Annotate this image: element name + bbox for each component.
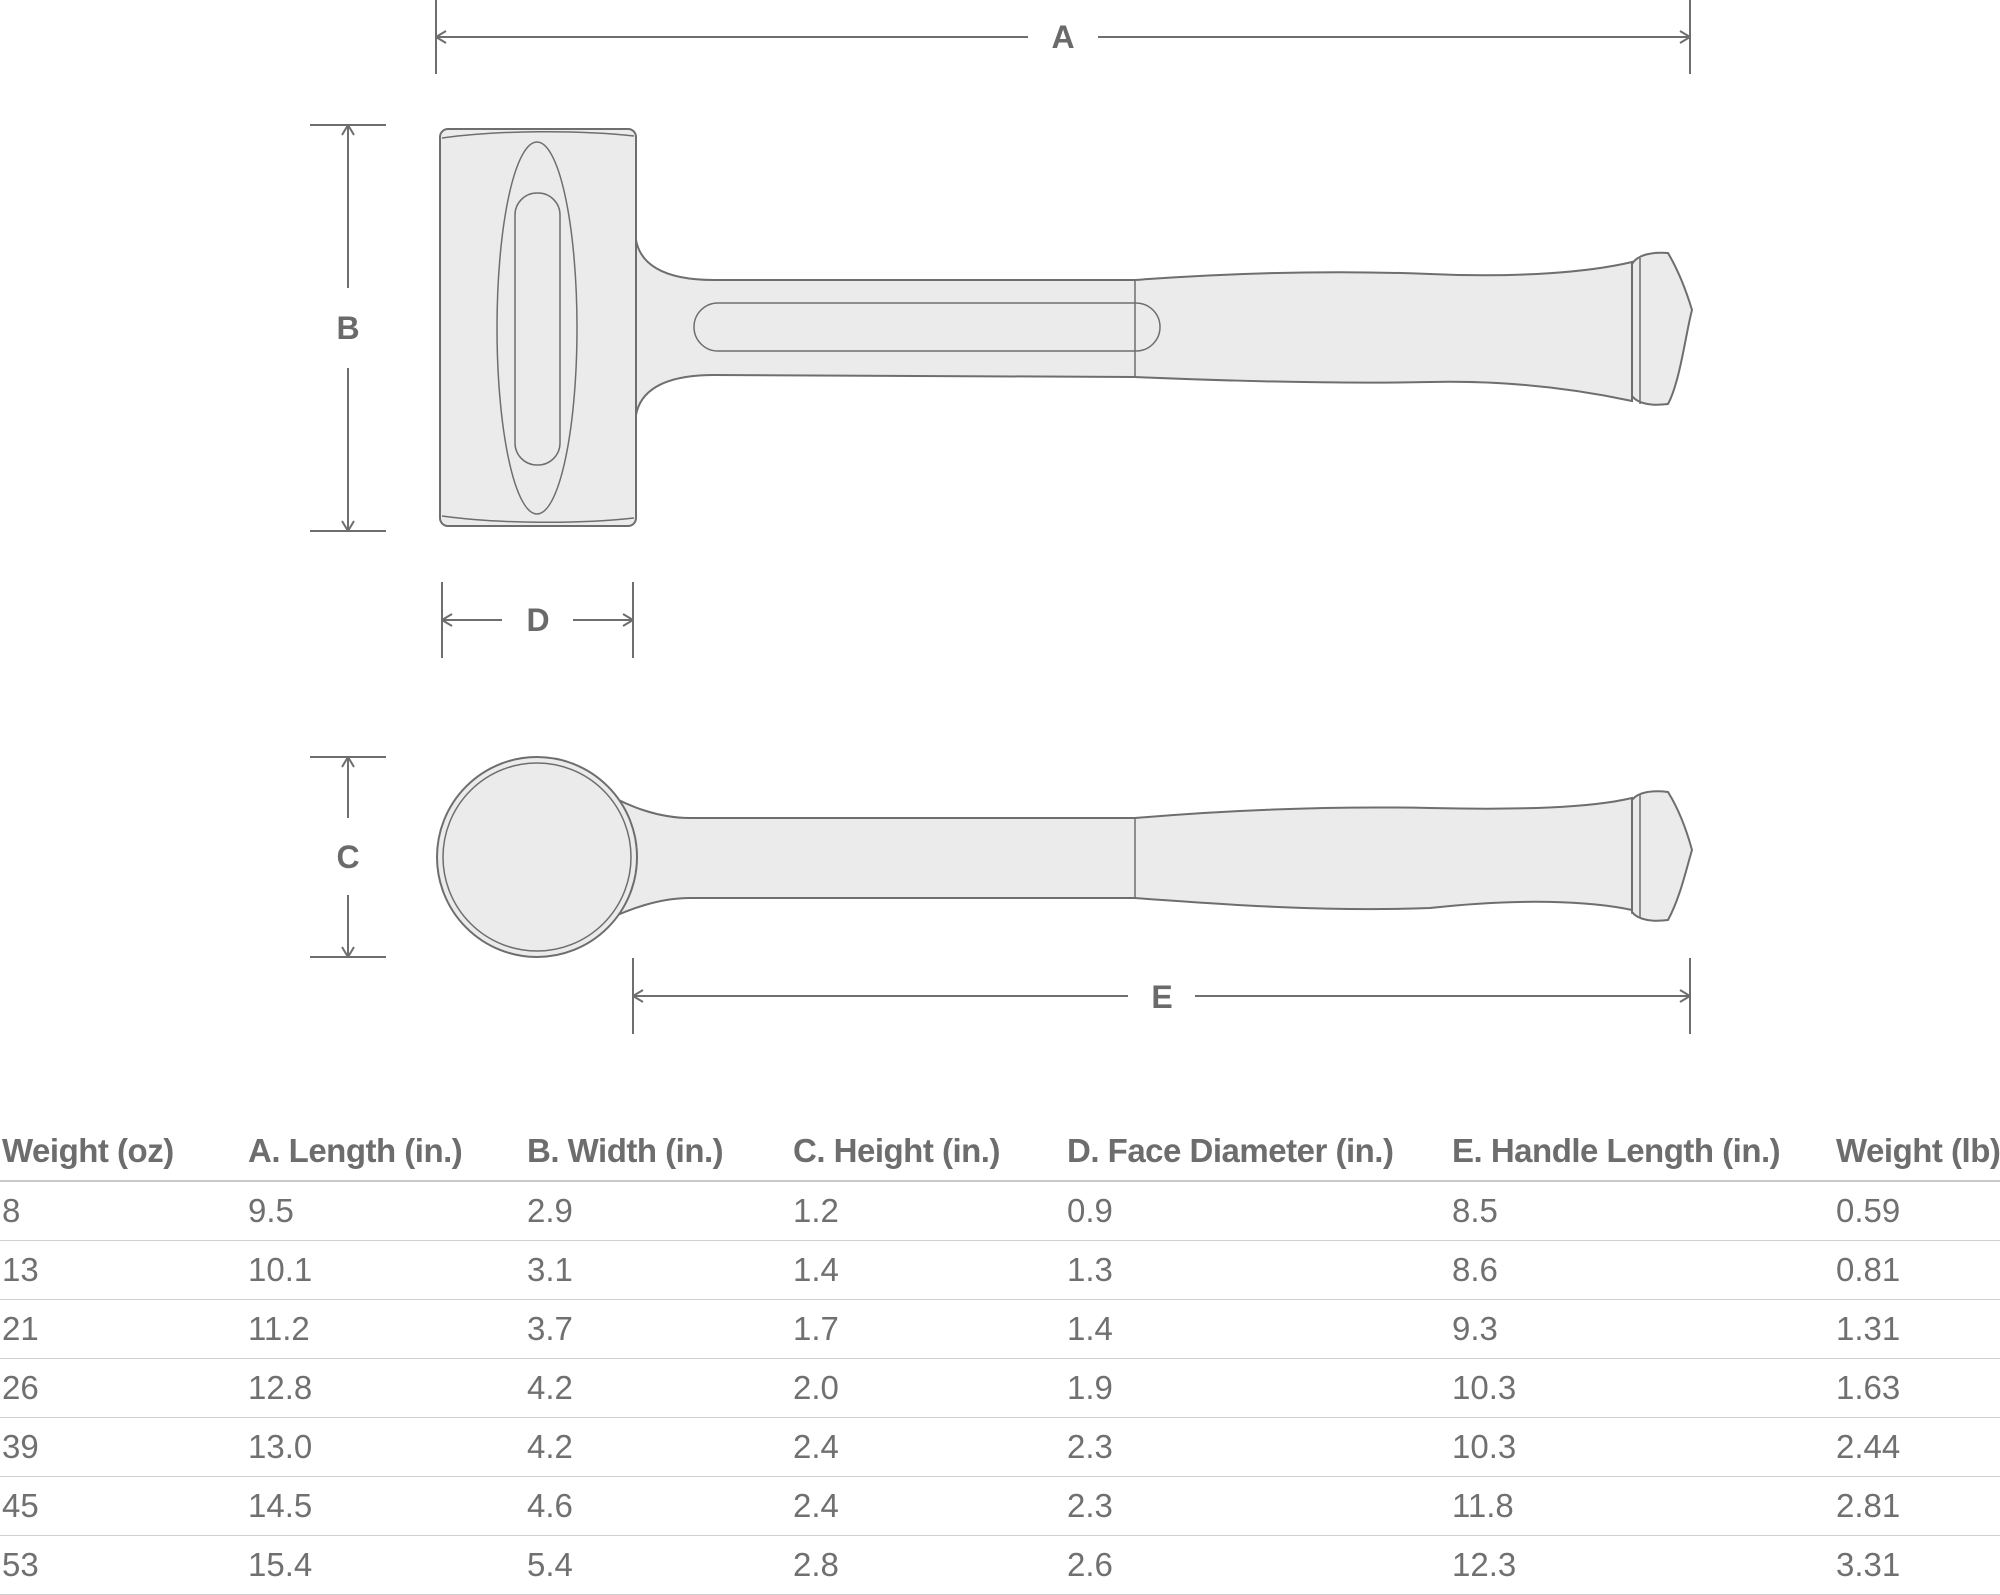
table-cell: 1.31 (1834, 1300, 2000, 1359)
header-d-face-diameter: D. Face Diameter (in.) (1065, 1122, 1450, 1181)
table-cell: 1.7 (791, 1300, 1065, 1359)
table-cell: 2.4 (791, 1418, 1065, 1477)
table-cell: 2.4 (791, 1477, 1065, 1536)
table-cell: 11.2 (246, 1300, 525, 1359)
hammer-top-view (437, 757, 1692, 957)
hammer-end-cap-side (1632, 253, 1692, 405)
table-row (0, 1300, 2000, 1359)
table-cell: 10.1 (246, 1241, 525, 1300)
header-weight-lb: Weight (lb) (1834, 1122, 2000, 1181)
table-cell: 39 (0, 1418, 246, 1477)
table-cell: 8 (0, 1181, 246, 1241)
table-cell: 1.63 (1834, 1359, 2000, 1418)
dimension-c-label: C (336, 839, 360, 875)
hammer-face-top (437, 757, 637, 957)
table-row (0, 1418, 2000, 1477)
table-row (0, 1181, 2000, 1241)
table-cell: 2.0 (791, 1359, 1065, 1418)
hammer-handle-top (596, 788, 1632, 925)
table-cell: 8.6 (1450, 1241, 1834, 1300)
table-cell: 1.3 (1065, 1241, 1450, 1300)
header-c-height: C. Height (in.) (791, 1122, 1065, 1181)
table-cell: 2.8 (791, 1536, 1065, 1595)
table-row (0, 1241, 2000, 1300)
table-row (0, 1477, 2000, 1536)
table-row (0, 1536, 2000, 1595)
header-a-length: A. Length (in.) (246, 1122, 525, 1181)
dimension-e-label: E (1151, 979, 1173, 1015)
table-cell: 21 (0, 1300, 246, 1359)
table-cell: 2.3 (1065, 1418, 1450, 1477)
table-cell: 13 (0, 1241, 246, 1300)
table-cell: 1.4 (791, 1241, 1065, 1300)
table-cell: 45 (0, 1477, 246, 1536)
dimension-a-label: A (1051, 19, 1075, 55)
table-cell: 2.3 (1065, 1477, 1450, 1536)
table-cell: 9.5 (246, 1181, 525, 1241)
table-cell: 12.8 (246, 1359, 525, 1418)
table-cell: 0.81 (1834, 1241, 2000, 1300)
table-cell: 8.5 (1450, 1181, 1834, 1241)
table-cell: 2.44 (1834, 1418, 2000, 1477)
table-cell: 10.3 (1450, 1359, 1834, 1418)
table-cell: 1.2 (791, 1181, 1065, 1241)
table-cell: 4.2 (525, 1359, 791, 1418)
table-row (0, 1359, 2000, 1418)
header-b-width: B. Width (in.) (525, 1122, 791, 1181)
table-cell: 14.5 (246, 1477, 525, 1536)
hammer-head-side (440, 129, 636, 526)
table-cell: 4.2 (525, 1418, 791, 1477)
hammer-side-view (440, 129, 1692, 526)
dimension-d-label: D (526, 602, 550, 638)
hammer-spec-table (0, 1122, 2000, 1595)
table-cell: 3.1 (525, 1241, 791, 1300)
hammer-end-cap-top (1632, 791, 1692, 920)
table-cell: 26 (0, 1359, 246, 1418)
table-cell: 15.4 (246, 1536, 525, 1595)
header-weight-oz: Weight (oz) (0, 1122, 246, 1181)
table-cell: 12.3 (1450, 1536, 1834, 1595)
hammer-handle-side (636, 240, 1632, 415)
table-cell: 11.8 (1450, 1477, 1834, 1536)
table-header-row (0, 1122, 2000, 1181)
table-cell: 0.9 (1065, 1181, 1450, 1241)
table-cell: 10.3 (1450, 1418, 1834, 1477)
table-cell: 1.9 (1065, 1359, 1450, 1418)
table-cell: 9.3 (1450, 1300, 1834, 1359)
header-e-handle-length: E. Handle Length (in.) (1450, 1122, 1834, 1181)
table-cell: 0.59 (1834, 1181, 2000, 1241)
table-cell: 13.0 (246, 1418, 525, 1477)
table-cell: 2.6 (1065, 1536, 1450, 1595)
table-cell: 5.4 (525, 1536, 791, 1595)
table-cell: 3.31 (1834, 1536, 2000, 1595)
table-cell: 2.9 (525, 1181, 791, 1241)
table-cell: 53 (0, 1536, 246, 1595)
table-cell: 3.7 (525, 1300, 791, 1359)
table-cell: 4.6 (525, 1477, 791, 1536)
dimension-b-label: B (336, 310, 360, 346)
table-cell: 1.4 (1065, 1300, 1450, 1359)
table-cell: 2.81 (1834, 1477, 2000, 1536)
